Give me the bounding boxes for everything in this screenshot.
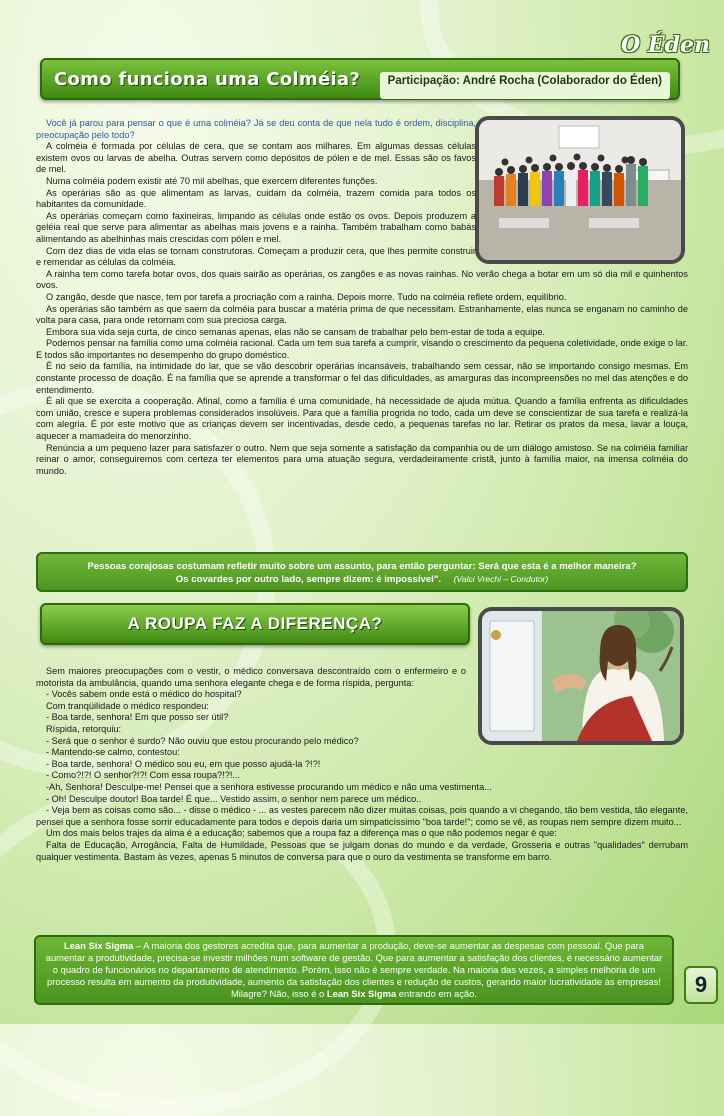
quote-line1: Pessoas corajosas costumam refletir muito sobre um assunto, para então perguntar: Será que esta é a melhor maneira? xyxy=(87,561,637,572)
article2-line: Sem maiores preocupações com o vestir, o médico conversava descontraído com o enfermeiro e o motorista da ambulância, quando uma senhora elegante chega e de forma ríspida, pergunta: xyxy=(36,666,466,688)
article1-paragraph: Podemos pensar na família como uma colméia racional. Cada um tem sua tarefa a cumprir, visando o crescimento da pequena coletividade, onde exige o lar. E todos são importantes no desempenho do grupo doméstico. xyxy=(36,338,688,360)
article2-line: Um dos mais belos trajes da alma é a educação; sabemos que a roupa faz a diferença mas o que não podemos negar é que: xyxy=(46,828,557,839)
lean-text: – A maioria dos gestores acredita que, para aumentar a produção, deve-se aumentar as despesas com pessoal. Que para aumentar a produtividade, precisa-se investir milhões num software de gestão. Que para aumentar a satisfação dos clientes, é necessário aumentar o quadro de funcionários no departamento de atendimento. Porém, isso não é sempre verdade. Na maioria das vezes, a simples melhoria de um processo resulta em aumento da produtividade, aumento da satisfação dos clientes e redução de custos, gerando maior lucratividade às empresas! xyxy=(45,940,663,987)
article2-line: - Oh! Desculpe doutor! Boa tarde! É que... Vestido assim, o senhor nem parece um médico.. xyxy=(46,793,422,804)
article1-paragraph: A colméia é formada por células de cera, que se contam aos milhares. Em algumas dessas células existem ovos ou larvas de abelha. Outras servem como depósitos de pólen e de mel. Essas são os favos de mel. xyxy=(36,141,476,175)
article2-line: - Vocês sabem onde está o médico do hospital? xyxy=(46,689,242,700)
article2-line: - Boa tarde, senhora! O médico sou eu, em que posso ajudá-la ?!?! xyxy=(46,758,321,769)
quote-author: (Valci Vrechi – Condutor) xyxy=(453,574,549,584)
lean-text-closing: Milagre? Não, isso é o xyxy=(231,988,327,999)
article2-title: A ROUPA FAZ A DIFERENÇA? xyxy=(127,614,383,633)
article2-line: Ríspida, retorquiu: xyxy=(46,723,122,734)
article1-paragraph: Embora sua vida seja curta, de cinco semanas apenas, elas não se cansam de trabalhar pelo bem-estar de toda a equipe. xyxy=(46,326,545,337)
article1-body xyxy=(36,118,688,477)
article2-line: - Como?!?! O senhor?!?! Com essa roupa?!?!... xyxy=(46,770,241,781)
article1-paragraph: A rainha tem como tarefa botar ovos, dos quais sairão as operárias, os zangões e as novas rainhas. No verão chega a botar em um só dia mil e quinhentos ovos. xyxy=(36,268,688,291)
article2-line: - Mantendo-se calmo, contestou: xyxy=(46,747,180,758)
article2-body xyxy=(36,666,688,863)
article2-line: Com tranqüilidade o médico respondeu: xyxy=(46,700,209,711)
article1-paragraph: Renúncia a um pequeno lazer para satisfazer o outro. Nem que seja somente a satisfação da companhia ou de um diálogo amistoso. Se na colméia familiar reinar o amor, conseguiremos com certeza ter elementos para uma atuação segura, verdadeiramente cristã, junto à família maior, na imensa colméia do mundo. xyxy=(36,442,688,476)
article1-paragraph: Você já parou para pensar o que é uma colméia? Já se deu conta de que nela tudo é ordem, disciplina, preocupação pelo todo? xyxy=(36,118,476,140)
lean-term: Lean Six Sigma xyxy=(63,940,134,951)
article1-paragraph: As operárias são as que alimentam as larvas, cuidam da colméia, trazem comida para todos os habitantes da comunidade. xyxy=(36,187,476,210)
article2-line: - Veja bem as coisas como são... - disse o médico - ... as vestes parecem não dizer muitas coisas, pois quando a vi chegando, tão bem vestida, tão elegante, pensei que a senhora fosse sorrir educadamente para todos e depois daria um simpaticíssimo "boa tarde!"; como se vê, as roupas nem sempre dizem muito... xyxy=(36,805,688,827)
article1-paragraph: As operárias começam como faxineiras, limpando as células onde estão os ovos. Depois produzem a geléia real que serve para alimentar as abelhas mais jovens e a rainha. Também trabalham como babás alimentando as abelhinhas mais crescidas com pólen e mel. xyxy=(36,210,476,244)
lean-text-closing-end: entrando em ação. xyxy=(396,988,477,999)
article2-title-bar xyxy=(40,603,470,645)
article2-line: - Boa tarde, senhora! Em que posso ser útil? xyxy=(46,712,229,723)
article1-byline: Participação: André Rocha (Colaborador do Éden) xyxy=(380,72,670,99)
article1-title: Como funciona uma Colméia? xyxy=(54,68,361,90)
page-number: 9 xyxy=(684,966,718,1004)
article1-paragraph: Numa colméia podem existir até 70 mil abelhas, que exercem diferentes funções. xyxy=(46,175,378,186)
article2-line: -Ah, Senhora! Desculpe-me! Pensei que a senhora estivesse procurando um médico e não uma vestimenta... xyxy=(46,781,492,792)
article2-line: Falta de Educação, Arrogância, Falta de Humildade, Pessoas que se julgam donas do mundo e da verdade, Grosseria e outras "qualidades" derrubam qualquer vestimenta. Bastam às vezes, apenas 5 minutos de conversa para que o ouro da vestimenta se transforme em barro. xyxy=(36,839,688,862)
article1-paragraph: É ali que se exercita a cooperação. Afinal, como a família é uma comunidade, há necessidade de ajuda mútua. Quando a família enfrenta as dificuldades com união, cresce e supera problemas considerados insolúveis. Para que a família progrida no todo, cada um deve se conscientizar de sua tarefa e realizá-la com alegria. É por este motivo que as crianças devem ser incentivadas, desde cedo, a pequenas tarefas no lar. Retirar os pratos da mesa, lavar a louça, aquecer a mamadeira do menorzinho. xyxy=(36,396,688,442)
article1-paragraph: Com dez dias de vida elas se tornam construtoras. Começam a produzir cera, que lhes permite construir e remendar as células da colméia. xyxy=(36,245,476,268)
quote-box xyxy=(36,552,688,592)
lean-term-closing: Lean Six Sigma xyxy=(326,988,397,999)
article1-paragraph: As operárias são também as que saem da colméia para buscar a matéria prima de que necessitam. Estranhamente, elas nunca se enganam no caminho de volta para casa, para onde retornam com sua preciosa carga. xyxy=(36,303,688,326)
article1-paragraph: O zangão, desde que nasce, tem por tarefa a procriação com a rainha. Depois morre. Tudo na colméia reflete ordem, equilíbrio. xyxy=(46,291,567,302)
lean-six-sigma-box xyxy=(34,935,674,1005)
article1-title-bar xyxy=(40,58,680,100)
article1-paragraph: É no seio da família, na intimidade do lar, que se vão descobrir operárias incansáveis, trabalhando sem cessar, não se importando consigo mesmas. Em constante processo de doação. É na família que se aprende a transformar o fel das dificuldades, as amarguras das incompreensões no mel das atenções e do entendimento. xyxy=(36,361,688,395)
magazine-logo: O Éden xyxy=(621,32,710,58)
quote-line2: Os covardes por outro lado, sempre dizem: é impossível". xyxy=(175,574,442,585)
article2-line: - Será que o senhor é surdo? Não ouviu que estou procurando pelo médico? xyxy=(46,735,359,746)
